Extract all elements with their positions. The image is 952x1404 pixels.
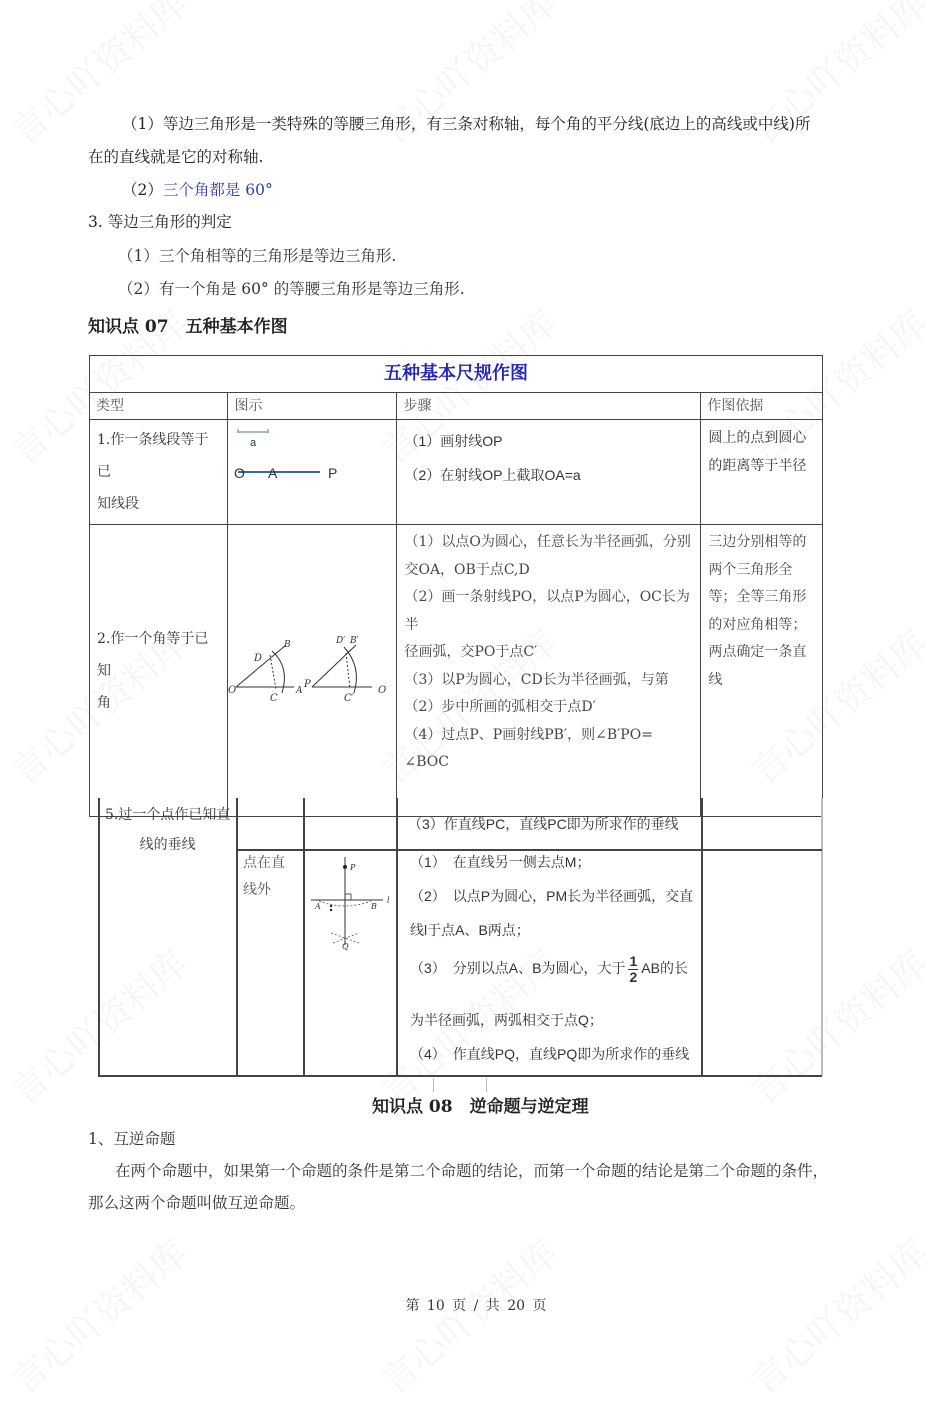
row2-step: （3）以P为圆心，CD长为半径画弧，与第 (404, 671, 669, 688)
frac-numerator: 1 (629, 953, 638, 969)
row1-type-line1: 1.作一条线段等于已 (97, 432, 209, 480)
svg-text:a: a (250, 437, 257, 449)
paragraph-item2 (122, 180, 273, 200)
svg-text:O: O (234, 465, 246, 481)
item2-prefix: （2） (122, 181, 163, 199)
svg-text:A: A (296, 685, 303, 696)
perp-step2b: 线l于点A、B两点； (410, 922, 530, 938)
paragraph-item1-line1: （1）等边三角形是一类特殊的等腰三角形，有三条对称轴，每个角的平分线(底边上的高线或中线)所 (122, 115, 811, 133)
svg-text:B: B (284, 639, 292, 650)
row1-type (90, 420, 228, 525)
page-number: 第 10 页 / 共 20 页 (405, 1298, 547, 1314)
watermark (739, 1227, 937, 1404)
paragraph-line1: 在两个命题中，如果第一个命题的条件是第二个命题的结论，而第一个命题的结论是第二个命题的条件， (115, 1162, 829, 1180)
svg-text:P: P (328, 465, 338, 481)
watermark (369, 1227, 567, 1404)
divider-artifact (433, 1078, 434, 1092)
row2-step: 交OA，OB于点C,D (404, 561, 530, 578)
row2-type-line2: 角 (97, 694, 111, 711)
row2-type-line1: 2.作一个角等于已知 (97, 630, 209, 679)
svg-text:B: B (371, 902, 377, 911)
row1-figure (228, 420, 397, 525)
row2-step: （1）以点O为圆心，任意长为半径画弧，分别 (404, 534, 691, 550)
paragraph-item1-line2: 在的直线就是它的对称轴. (88, 148, 264, 166)
svg-text:B′: B′ (350, 635, 360, 646)
perp-step3a (410, 954, 688, 985)
svg-text:O: O (228, 684, 237, 696)
row2-basis-line: 的对应角相等； (708, 616, 807, 633)
row2-steps (397, 525, 701, 817)
construction-table (89, 355, 823, 817)
row2-step: （2）画一条射线PO，以点P为圆心，OC长为半 (404, 589, 690, 633)
divider-artifact (486, 1078, 487, 1092)
svg-text:C′: C′ (344, 692, 355, 704)
row5-type (105, 800, 230, 860)
row1-steps (397, 420, 701, 525)
watermark (0, 1227, 197, 1404)
row5-type-line1: 5.过一个点作已知直 (105, 807, 231, 823)
row2-figure (228, 525, 397, 817)
svg-text:P: P (350, 863, 356, 872)
fraction-one-half (628, 954, 638, 985)
svg-text:P: P (304, 678, 312, 690)
svg-text:D′: D′ (336, 635, 346, 646)
subcase-line1: 点在直 (243, 855, 285, 871)
row1-type-line2: 知线段 (97, 496, 139, 512)
row5-type-line2: 线的垂线 (139, 837, 196, 853)
svg-text:O: O (378, 684, 387, 696)
item2-highlight: 三个角都是 60° (162, 181, 273, 199)
row2-basis-line: 两个三角形全 (708, 561, 793, 578)
row2-basis-line: 等；全等三角形 (708, 589, 807, 605)
table-header-row (90, 393, 823, 420)
header-basis: 作图依据 (701, 393, 823, 420)
svg-text:l: l (387, 896, 390, 905)
row1-basis (701, 420, 823, 525)
frac-denominator: 2 (629, 969, 638, 985)
row2-basis (701, 525, 823, 817)
row1-step: （1）画射线OP (404, 433, 503, 449)
perp-step3-text-b: AB的长 (641, 960, 688, 977)
svg-text:A: A (315, 902, 321, 911)
row2-basis-line: 三边分别相等的 (708, 534, 807, 550)
header-type: 类型 (90, 393, 228, 420)
row1-basis-line2: 的距离等于半径 (708, 458, 807, 474)
perp-step4: （4） 作直线PQ，直线PQ即为所求作的垂线 (410, 1046, 690, 1062)
row2-step: ∠BOC (404, 754, 449, 770)
heading-section07: 知识点 07 五种基本作图 (88, 317, 288, 337)
row2-basis-line: 两点确定一条直 (708, 644, 807, 660)
heading-section3: 3. 等边三角形的判定 (88, 213, 232, 231)
row2-step: 径画弧，交PO于点C′ (404, 644, 538, 660)
table-row (90, 420, 823, 525)
svg-text:A: A (268, 465, 278, 481)
table-title: 五种基本尺规作图 (90, 356, 823, 393)
segment-figure (228, 420, 396, 492)
row1-basis-line1: 圆上的点到圆心 (708, 430, 807, 446)
perp-step2a: （2） 以点P为圆心，PM长为半径画弧，交直 (410, 888, 694, 904)
header-steps: 步骤 (397, 393, 701, 420)
subcase-line2: 线外 (243, 882, 271, 898)
perp-step3-text: （3） 分别以点A、B为圆心，大于 (410, 960, 626, 977)
perpendicular-table (98, 798, 823, 1076)
row1-step: （2）在射线OP上截取OA=a (404, 467, 581, 483)
subcase-label (243, 850, 285, 904)
row5-step-top: （3）作直线PC，直线PC即为所求作的垂线 (408, 816, 679, 832)
angle-copy-figure (228, 631, 396, 711)
paragraph-line2: 那么这两个命题叫做互逆命题。 (88, 1194, 306, 1212)
heading-section08: 知识点 08 逆命题与逆定理 (372, 1097, 589, 1117)
header-figure: 图示 (228, 393, 397, 420)
row2-step: （4）过点P、P画射线PB′，则∠B′PO= (404, 726, 653, 743)
row2-step: （2）步中所画的弧相交于点D′ (404, 699, 596, 715)
row2-type (90, 525, 228, 817)
section3-item1: （1）三个角相等的三角形是等边三角形. (118, 247, 397, 265)
svg-text:Q: Q (342, 942, 349, 951)
subheading-converse-propositions: 1、互逆命题 (88, 1130, 176, 1148)
table-row (90, 525, 823, 817)
row2-basis-line: 线 (708, 671, 723, 688)
section3-item2: （2）有一个角是 60° 的等腰三角形是等边三角形. (118, 280, 465, 298)
perp-step1: （1） 在直线另一侧去点M； (410, 854, 591, 870)
perp-step3c: 为半径画弧，两弧相交于点Q； (410, 1012, 603, 1028)
perpendicular-figure (305, 853, 395, 953)
svg-text:C: C (270, 692, 279, 704)
svg-text:D: D (254, 652, 263, 664)
